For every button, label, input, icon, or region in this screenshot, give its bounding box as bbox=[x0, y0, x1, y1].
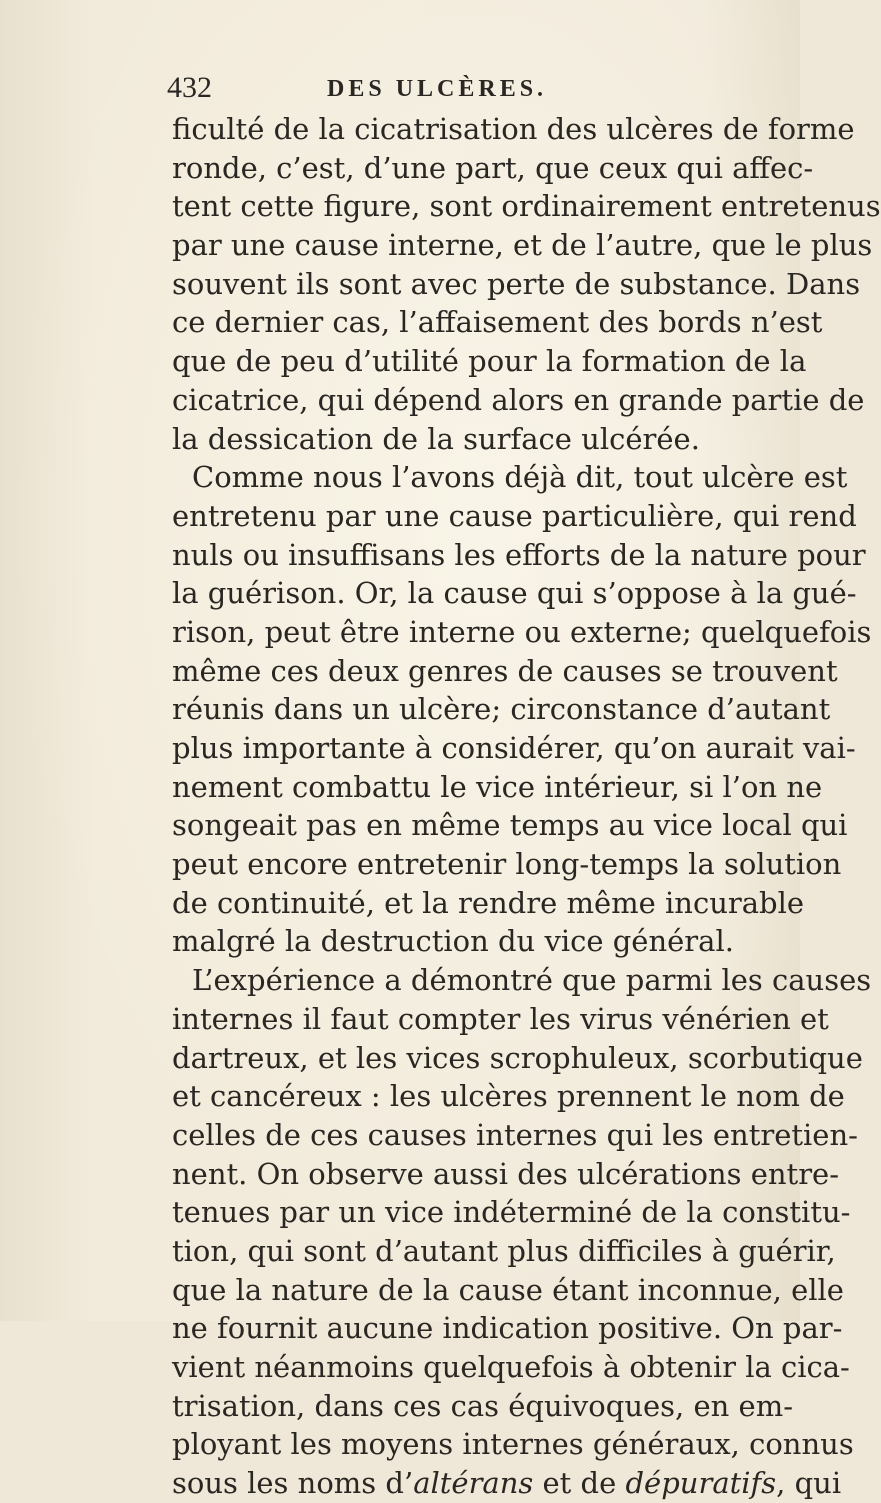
text-line: peut encore entretenir long-temps la solution bbox=[172, 847, 842, 882]
text-line: internes il faut compter les virus vénérien et bbox=[172, 1001, 829, 1036]
text-line: L’expérience a démontré que parmi les causes bbox=[192, 963, 872, 998]
text-line: songeait pas en même temps au vice local qui bbox=[172, 808, 848, 843]
text-line: ployant les moyens internes généraux, connus bbox=[172, 1427, 854, 1462]
text-line: par une cause interne, et de l’autre, que le plus bbox=[172, 228, 873, 263]
text-line: même ces deux genres de causes se trouvent bbox=[172, 653, 838, 688]
text-line: entretenu par une cause particulière, qui rend bbox=[172, 498, 857, 533]
text-line: cicatrice, qui dépend alors en grande partie de bbox=[172, 382, 865, 417]
page-header bbox=[167, 70, 727, 110]
body-text bbox=[172, 110, 881, 1503]
running-head: DES ULCÈRES. bbox=[327, 76, 548, 102]
text-line: nement combattu le vice intérieur, si l’on ne bbox=[172, 769, 823, 804]
text-line: nent. On observe aussi des ulcérations entre- bbox=[172, 1156, 840, 1191]
text-line: dartreux, et les vices scrophuleux, scorbutique bbox=[172, 1040, 863, 1075]
text-line: tenues par un vice indéterminé de la constitu- bbox=[172, 1195, 851, 1230]
text-line: tion, qui sont d’autant plus difficiles à guérir, bbox=[172, 1233, 836, 1268]
text-line: plus importante à considérer, qu’on aurait vai- bbox=[172, 731, 856, 765]
text-line: que la nature de la cause étant inconnue, elle bbox=[172, 1272, 844, 1307]
text-line: réunis dans un ulcère; circonstance d’autant bbox=[172, 692, 831, 727]
page-number: 432 bbox=[167, 71, 212, 104]
text-line: ne fournit aucune indication positive. On par- bbox=[172, 1311, 843, 1346]
text-line: celles de ces causes internes qui les entretien- bbox=[172, 1117, 858, 1152]
text-line: tent cette figure, sont ordinairement entretenus bbox=[172, 189, 881, 224]
text-line: malgré la destruction du vice général. bbox=[172, 924, 734, 959]
text-line: rison, peut être interne ou externe; quelquefois bbox=[172, 614, 872, 649]
text-line: vient néanmoins quelquefois à obtenir la cica- bbox=[172, 1350, 850, 1384]
text-line: trisation, dans ces cas équivoques, en em- bbox=[172, 1388, 793, 1423]
text-line: que de peu d’utilité pour la formation de la bbox=[172, 344, 807, 379]
text-line: ce dernier cas, l’affaisement des bords n’est bbox=[172, 305, 823, 340]
text-line: sous les noms d’altérans et de dépuratifs, qui bbox=[172, 1466, 842, 1501]
text-line: la guérison. Or, la cause qui s’oppose à la gué- bbox=[172, 576, 857, 611]
text-line: ronde, c’est, d’une part, que ceux qui affec- bbox=[172, 150, 814, 185]
text-line: et cancéreux : les ulcères prennent le nom de bbox=[172, 1079, 845, 1114]
text-line: de continuité, et la rendre même incurable bbox=[172, 885, 805, 920]
text-line: nuls ou insuffisans les efforts de la nature pour bbox=[172, 537, 866, 572]
text-line: souvent ils sont avec perte de substance. Dans bbox=[172, 266, 861, 301]
text-line: Comme nous l’avons déjà dit, tout ulcère est bbox=[192, 460, 848, 495]
text-line: la dessication de la surface ulcérée. bbox=[172, 421, 700, 456]
text-line: ficulté de la cicatrisation des ulcères de forme bbox=[172, 112, 855, 146]
